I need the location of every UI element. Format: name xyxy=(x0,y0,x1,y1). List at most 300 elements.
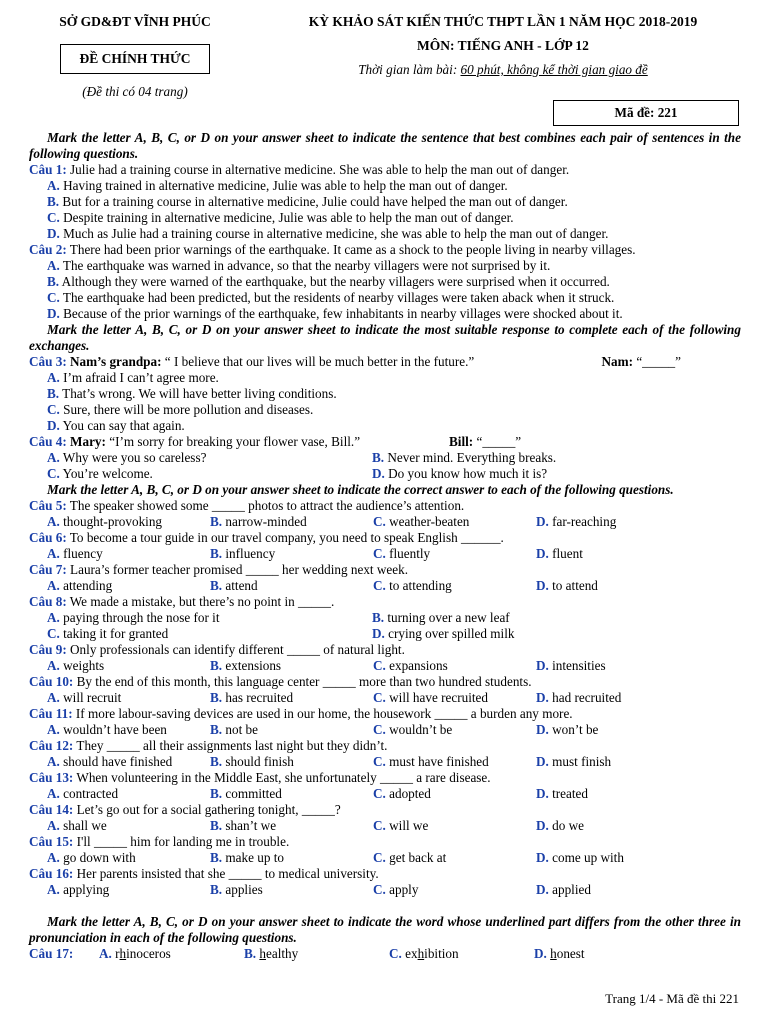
option-b xyxy=(210,658,373,674)
option-text: contracted xyxy=(63,786,119,801)
option-letter: B. xyxy=(47,386,60,401)
option-letter: A. xyxy=(47,258,60,273)
option-text: to attend xyxy=(552,578,598,593)
option-d xyxy=(534,946,679,962)
option-letter: A. xyxy=(47,610,60,625)
question-number: Câu 15: xyxy=(29,834,74,849)
option-letter: C. xyxy=(373,690,386,705)
option-text: Why were you so careless? xyxy=(62,450,207,465)
option-c xyxy=(47,626,372,642)
option-letter: D. xyxy=(372,466,385,481)
reply-speaker: Nam: xyxy=(601,354,634,369)
option-letter: C. xyxy=(373,722,386,737)
option-letter: C. xyxy=(47,402,60,417)
option-letter: C. xyxy=(47,210,60,225)
question-number: Câu 8: xyxy=(29,594,67,609)
question-number: Câu 2: xyxy=(29,242,67,257)
option-text: The earthquake was warned in advance, so that the nearby villagers were not surprised by it. xyxy=(62,258,551,273)
option-letter: D. xyxy=(536,658,549,673)
dialog-line xyxy=(29,434,449,450)
option-letter: B. xyxy=(210,690,223,705)
option-text: But for a training course in alternative medicine, Julie could have helped the man out of danger. xyxy=(62,194,568,209)
option-letter: D. xyxy=(536,578,549,593)
question-number: Câu 11: xyxy=(29,706,73,721)
question-12 xyxy=(29,738,741,754)
option-b xyxy=(210,818,373,834)
options-row xyxy=(29,610,741,626)
option-letter: B. xyxy=(47,274,60,289)
option-letter: B. xyxy=(47,194,60,209)
option-text: thought-provoking xyxy=(63,514,163,529)
option-letter: B. xyxy=(210,514,223,529)
option-b xyxy=(210,722,373,738)
option-text: will we xyxy=(389,818,429,833)
option-letter: C. xyxy=(373,786,386,801)
option-d xyxy=(536,882,699,898)
option-letter: A. xyxy=(47,818,60,833)
option-letter: C. xyxy=(373,578,386,593)
option-letter: C. xyxy=(373,754,386,769)
option-text: go down with xyxy=(63,850,136,865)
question-11 xyxy=(29,706,741,722)
option-text: crying over spilled milk xyxy=(388,626,515,641)
option-letter: B. xyxy=(210,754,223,769)
subject-line: MÔN: TIẾNG ANH - LỚP 12 xyxy=(417,38,589,53)
option-a xyxy=(47,882,210,898)
option-b xyxy=(372,450,697,466)
option-text: will have recruited xyxy=(389,690,488,705)
options-row xyxy=(29,850,741,866)
option-text: You’re welcome. xyxy=(62,466,153,481)
option-letter: A. xyxy=(47,786,60,801)
options-row xyxy=(29,466,741,482)
question-5 xyxy=(29,498,741,514)
option-text: Having trained in alternative medicine, Julie was able to help the man out of danger. xyxy=(63,178,508,193)
word-part: ex xyxy=(405,946,418,961)
reply-blank: “_____” xyxy=(473,434,522,449)
time-line xyxy=(266,62,740,78)
option-c xyxy=(373,882,536,898)
option-text: wouldn’t have been xyxy=(63,722,167,737)
option-c xyxy=(29,210,741,226)
option-text: Although they were warned of the earthquake, but the nearby villagers were surprised when it occurred. xyxy=(61,274,610,289)
underlined-part: h xyxy=(550,946,557,961)
question-stem: When volunteering in the Middle East, she unfortunately _____ a rare disease. xyxy=(76,770,491,785)
option-text: intensities xyxy=(552,658,606,673)
question-stem: Only professionals can identify different _____ of natural light. xyxy=(70,642,405,657)
question-stem: To become a tour guide in our travel company, you need to speak English ______. xyxy=(69,530,504,545)
dialog-line xyxy=(29,354,474,370)
exam-title: KỲ KHẢO SÁT KIẾN THỨC THPT LẦN 1 NĂM HỌC 2018-2019 xyxy=(308,14,698,29)
option-text: taking it for granted xyxy=(63,626,169,641)
question-2 xyxy=(29,242,741,258)
question-number: Câu 5: xyxy=(29,498,67,513)
question-13 xyxy=(29,770,741,786)
option-letter: B. xyxy=(210,578,223,593)
header-left xyxy=(30,14,240,100)
option-text: far-reaching xyxy=(552,514,617,529)
option-text: applies xyxy=(225,882,263,897)
option-letter: D. xyxy=(536,882,549,897)
question-stem: They _____ all their assignments last night but they didn’t. xyxy=(76,738,388,753)
option-text: wouldn’t be xyxy=(389,722,453,737)
question-stem: Let’s go out for a social gathering tonight, _____? xyxy=(76,802,341,817)
option-letter: A. xyxy=(47,370,60,385)
option-b xyxy=(29,194,741,210)
option-c xyxy=(373,786,536,802)
option-d xyxy=(536,818,699,834)
word-part: ealthy xyxy=(265,946,299,961)
option-letter: C. xyxy=(47,626,60,641)
option-text: influency xyxy=(225,546,276,561)
question-number: Câu 1: xyxy=(29,162,67,177)
option-text: to attending xyxy=(389,578,452,593)
option-letter: D. xyxy=(372,626,385,641)
option-word xyxy=(405,946,458,961)
option-text: committed xyxy=(225,786,282,801)
option-letter: B. xyxy=(244,946,257,961)
option-b xyxy=(29,274,741,290)
option-c xyxy=(29,402,741,418)
options-row xyxy=(29,450,741,466)
question-number: Câu 3: xyxy=(29,354,67,369)
option-a xyxy=(47,818,210,834)
question-stem: If more labour-saving devices are used in our home, the housework _____ a burden any more. xyxy=(75,706,573,721)
question-number: Câu 4: xyxy=(29,434,67,449)
option-d xyxy=(536,754,699,770)
option-text: You can say that again. xyxy=(62,418,185,433)
option-text: apply xyxy=(389,882,419,897)
options-row xyxy=(29,514,741,530)
option-letter: A. xyxy=(47,514,60,529)
speaker: Nam’s grandpa: xyxy=(70,354,162,369)
option-c xyxy=(373,850,536,866)
option-letter: D. xyxy=(536,514,549,529)
exam-code-box: Mã đề: 221 xyxy=(553,100,739,126)
instruction-combine: Mark the letter A, B, C, or D on your answer sheet to indicate the sentence that best combines each pair of sentences in the following questions. xyxy=(29,130,741,161)
option-letter: D. xyxy=(536,850,549,865)
option-text: make up to xyxy=(225,850,284,865)
option-text: Because of the prior warnings of the earthquake, few inhabitants in nearby villages were shocked about it. xyxy=(63,306,623,321)
option-a xyxy=(29,370,741,386)
question-stem: I'll _____ him for landing me in trouble. xyxy=(76,834,290,849)
option-b xyxy=(210,754,373,770)
option-c xyxy=(373,818,536,834)
option-text: shall we xyxy=(63,818,107,833)
time-prefix: Thời gian làm bài: xyxy=(358,62,461,77)
option-a xyxy=(47,578,210,594)
option-text: won’t be xyxy=(552,722,599,737)
option-text: treated xyxy=(552,786,588,801)
option-a xyxy=(47,546,210,562)
option-letter: A. xyxy=(47,690,60,705)
option-word xyxy=(259,946,298,961)
dialog-reply xyxy=(449,434,521,450)
option-text: attend xyxy=(225,578,258,593)
option-b xyxy=(210,786,373,802)
dialog-text: “ I believe that our lives will be much better in the future.” xyxy=(161,354,475,369)
option-c xyxy=(373,722,536,738)
option-d xyxy=(372,466,697,482)
question-number: Câu 16: xyxy=(29,866,74,881)
option-letter: C. xyxy=(373,546,386,561)
option-text: must finish xyxy=(552,754,612,769)
option-text: will recruit xyxy=(63,690,122,705)
instruction-correct-answer: Mark the letter A, B, C, or D on your answer sheet to indicate the correct answer to each of the following questions. xyxy=(47,482,674,497)
question-number: Câu 17: xyxy=(29,946,74,961)
option-letter: B. xyxy=(210,882,223,897)
reply-speaker: Bill: xyxy=(449,434,474,449)
option-d xyxy=(536,850,699,866)
question-number: Câu 6: xyxy=(29,530,67,545)
option-c xyxy=(373,514,536,530)
question-6 xyxy=(29,530,741,546)
option-text: weights xyxy=(63,658,105,673)
option-text: get back at xyxy=(389,850,447,865)
question-number: Câu 7: xyxy=(29,562,67,577)
word-part: onest xyxy=(556,946,585,961)
official-exam-box: ĐỀ CHÍNH THỨC xyxy=(60,44,210,74)
word-part: r xyxy=(115,946,120,961)
option-letter: C. xyxy=(389,946,402,961)
speaker: Mary: xyxy=(70,434,106,449)
option-c xyxy=(389,946,534,962)
option-b xyxy=(210,850,373,866)
option-letter: B. xyxy=(210,658,223,673)
option-d xyxy=(29,418,741,434)
question-stem: We made a mistake, but there’s no point in _____. xyxy=(69,594,335,609)
option-letter: B. xyxy=(210,818,223,833)
options-row xyxy=(29,722,741,738)
option-a xyxy=(47,514,210,530)
options-row xyxy=(29,546,741,562)
option-a xyxy=(47,450,372,466)
option-text: adopted xyxy=(389,786,431,801)
option-letter: D. xyxy=(536,690,549,705)
question-1 xyxy=(29,162,741,178)
option-d xyxy=(536,578,699,594)
page-footer: Trang 1/4 - Mã đề thi 221 xyxy=(605,991,739,1006)
option-d xyxy=(536,722,699,738)
option-a xyxy=(47,722,210,738)
option-text: fluent xyxy=(552,546,583,561)
option-letter: B. xyxy=(210,786,223,801)
time-underlined: 60 phút, không kể thời gian giao đề xyxy=(460,62,648,77)
option-a xyxy=(47,786,210,802)
option-letter: C. xyxy=(373,658,386,673)
question-stem: Julie had a training course in alternative medicine. She was able to help the man out of danger. xyxy=(70,162,570,177)
option-text: narrow-minded xyxy=(225,514,307,529)
option-letter: A. xyxy=(47,450,60,465)
option-letter: A. xyxy=(99,946,112,961)
option-word xyxy=(550,946,584,961)
word-part: ibition xyxy=(424,946,459,961)
pages-note: (Đề thi có 04 trang) xyxy=(82,84,188,99)
option-letter: A. xyxy=(47,658,60,673)
option-text: Sure, there will be more pollution and diseases. xyxy=(63,402,314,417)
option-c xyxy=(373,658,536,674)
question-16 xyxy=(29,866,741,882)
option-letter: D. xyxy=(534,946,547,961)
question-9 xyxy=(29,642,741,658)
option-letter: D. xyxy=(536,786,549,801)
option-letter: D. xyxy=(536,546,549,561)
header-right xyxy=(266,14,740,78)
option-c xyxy=(47,466,372,482)
instruction-exchanges: Mark the letter A, B, C, or D on your answer sheet to indicate the most suitable response to complete each of the following exchanges. xyxy=(29,322,741,353)
option-letter: C. xyxy=(373,850,386,865)
dialog-text: “I’m sorry for breaking your flower vase, Bill.” xyxy=(105,434,361,449)
options-row xyxy=(29,626,741,642)
option-text: fluently xyxy=(389,546,431,561)
option-letter: B. xyxy=(372,610,385,625)
underlined-part: h xyxy=(119,946,127,961)
option-d xyxy=(372,626,697,642)
question-number: Câu 9: xyxy=(29,642,67,657)
option-word xyxy=(115,946,171,961)
option-text: should finish xyxy=(225,754,294,769)
option-letter: D. xyxy=(47,306,60,321)
option-letter: B. xyxy=(372,450,385,465)
option-letter: A. xyxy=(47,546,60,561)
option-b xyxy=(210,546,373,562)
option-text: I’m afraid I can’t agree more. xyxy=(63,370,219,385)
option-letter: D. xyxy=(47,418,60,433)
option-d xyxy=(536,786,699,802)
question-number: Câu 13: xyxy=(29,770,74,785)
option-letter: D. xyxy=(536,818,549,833)
option-text: Despite training in alternative medicine, Julie was able to help the man out of danger. xyxy=(63,210,514,225)
option-b xyxy=(210,578,373,594)
question-8 xyxy=(29,594,741,610)
question-number: Câu 10: xyxy=(29,674,74,689)
option-letter: B. xyxy=(210,722,223,737)
option-c xyxy=(29,290,741,306)
option-letter: A. xyxy=(47,722,60,737)
option-letter: C. xyxy=(47,466,60,481)
options-row xyxy=(29,882,741,898)
options-row xyxy=(29,690,741,706)
question-15 xyxy=(29,834,741,850)
option-d xyxy=(536,546,699,562)
exam-content xyxy=(29,130,741,962)
options-row xyxy=(29,578,741,594)
option-letter: D. xyxy=(47,226,60,241)
options-row xyxy=(29,786,741,802)
options-row xyxy=(29,658,741,674)
option-text: expansions xyxy=(389,658,448,673)
option-text: must have finished xyxy=(389,754,489,769)
question-number: Câu 12: xyxy=(29,738,74,753)
option-text: fluency xyxy=(63,546,103,561)
option-letter: B. xyxy=(210,850,223,865)
option-text: turning over a new leaf xyxy=(387,610,510,625)
option-c xyxy=(373,754,536,770)
option-a xyxy=(47,658,210,674)
option-a xyxy=(47,610,372,626)
option-letter: D. xyxy=(536,754,549,769)
option-text: should have finished xyxy=(63,754,173,769)
option-text: do we xyxy=(552,818,584,833)
option-d xyxy=(536,658,699,674)
question-14 xyxy=(29,802,741,818)
option-letter: A. xyxy=(47,882,60,897)
option-d xyxy=(536,690,699,706)
options-row xyxy=(29,818,741,834)
option-text: come up with xyxy=(552,850,624,865)
instruction-pronunciation: Mark the letter A, B, C, or D on your answer sheet to indicate the word whose underlined part differs from the other three in pronunciation in each of the following questions. xyxy=(29,914,741,945)
option-text: attending xyxy=(63,578,113,593)
option-text: applied xyxy=(552,882,591,897)
option-letter: C. xyxy=(47,290,60,305)
option-letter: A. xyxy=(47,178,60,193)
option-text: extensions xyxy=(225,658,282,673)
question-3 xyxy=(29,354,741,370)
option-b xyxy=(29,386,741,402)
option-b xyxy=(372,610,697,626)
option-letter: D. xyxy=(536,722,549,737)
option-d xyxy=(29,306,741,322)
option-b xyxy=(210,514,373,530)
question-number: Câu 14: xyxy=(29,802,74,817)
option-c xyxy=(373,690,536,706)
option-a xyxy=(47,690,210,706)
question-stem: Laura’s former teacher promised _____ her wedding next week. xyxy=(70,562,409,577)
option-c xyxy=(373,578,536,594)
option-text: has recruited xyxy=(225,690,294,705)
option-c xyxy=(373,546,536,562)
question-7 xyxy=(29,562,741,578)
question-stem: Her parents insisted that she _____ to medical university. xyxy=(76,866,379,881)
option-text: The earthquake had been predicted, but the residents of nearby villages were taken aback when it struck. xyxy=(62,290,615,305)
underlined-part: h xyxy=(417,946,425,961)
option-text: paying through the nose for it xyxy=(63,610,220,625)
option-b xyxy=(244,946,389,962)
option-a xyxy=(29,178,741,194)
reply-blank: “_____” xyxy=(633,354,681,369)
option-text: Much as Julie had a training course in alternative medicine, she was able to help the man out of danger. xyxy=(63,226,609,241)
question-stem: By the end of this month, this language center _____ more than two hundred students. xyxy=(76,674,532,689)
options-row xyxy=(29,754,741,770)
question-17 xyxy=(29,946,741,962)
option-text: not be xyxy=(225,722,258,737)
underlined-part: h xyxy=(259,946,266,961)
option-b xyxy=(210,690,373,706)
option-letter: B. xyxy=(210,546,223,561)
option-text: Never mind. Everything breaks. xyxy=(387,450,557,465)
option-letter: A. xyxy=(47,754,60,769)
option-text: shan’t we xyxy=(225,818,277,833)
dialog-reply xyxy=(602,354,681,370)
option-letter: C. xyxy=(373,514,386,529)
option-b xyxy=(210,882,373,898)
option-d xyxy=(29,226,741,242)
option-a xyxy=(99,946,244,962)
question-4 xyxy=(29,434,741,450)
option-text: That’s wrong. We will have better living conditions. xyxy=(62,386,337,401)
option-letter: A. xyxy=(47,850,60,865)
option-a xyxy=(47,754,210,770)
option-text: weather-beaten xyxy=(389,514,470,529)
option-text: Do you know how much it is? xyxy=(388,466,548,481)
word-part: inoceros xyxy=(126,946,171,961)
option-a xyxy=(29,258,741,274)
option-text: had recruited xyxy=(552,690,622,705)
option-letter: C. xyxy=(373,882,386,897)
question-stem: The speaker showed some _____ photos to attract the audience’s attention. xyxy=(69,498,465,513)
option-d xyxy=(536,514,699,530)
school-name: SỞ GD&ĐT VĨNH PHÚC xyxy=(59,14,211,29)
